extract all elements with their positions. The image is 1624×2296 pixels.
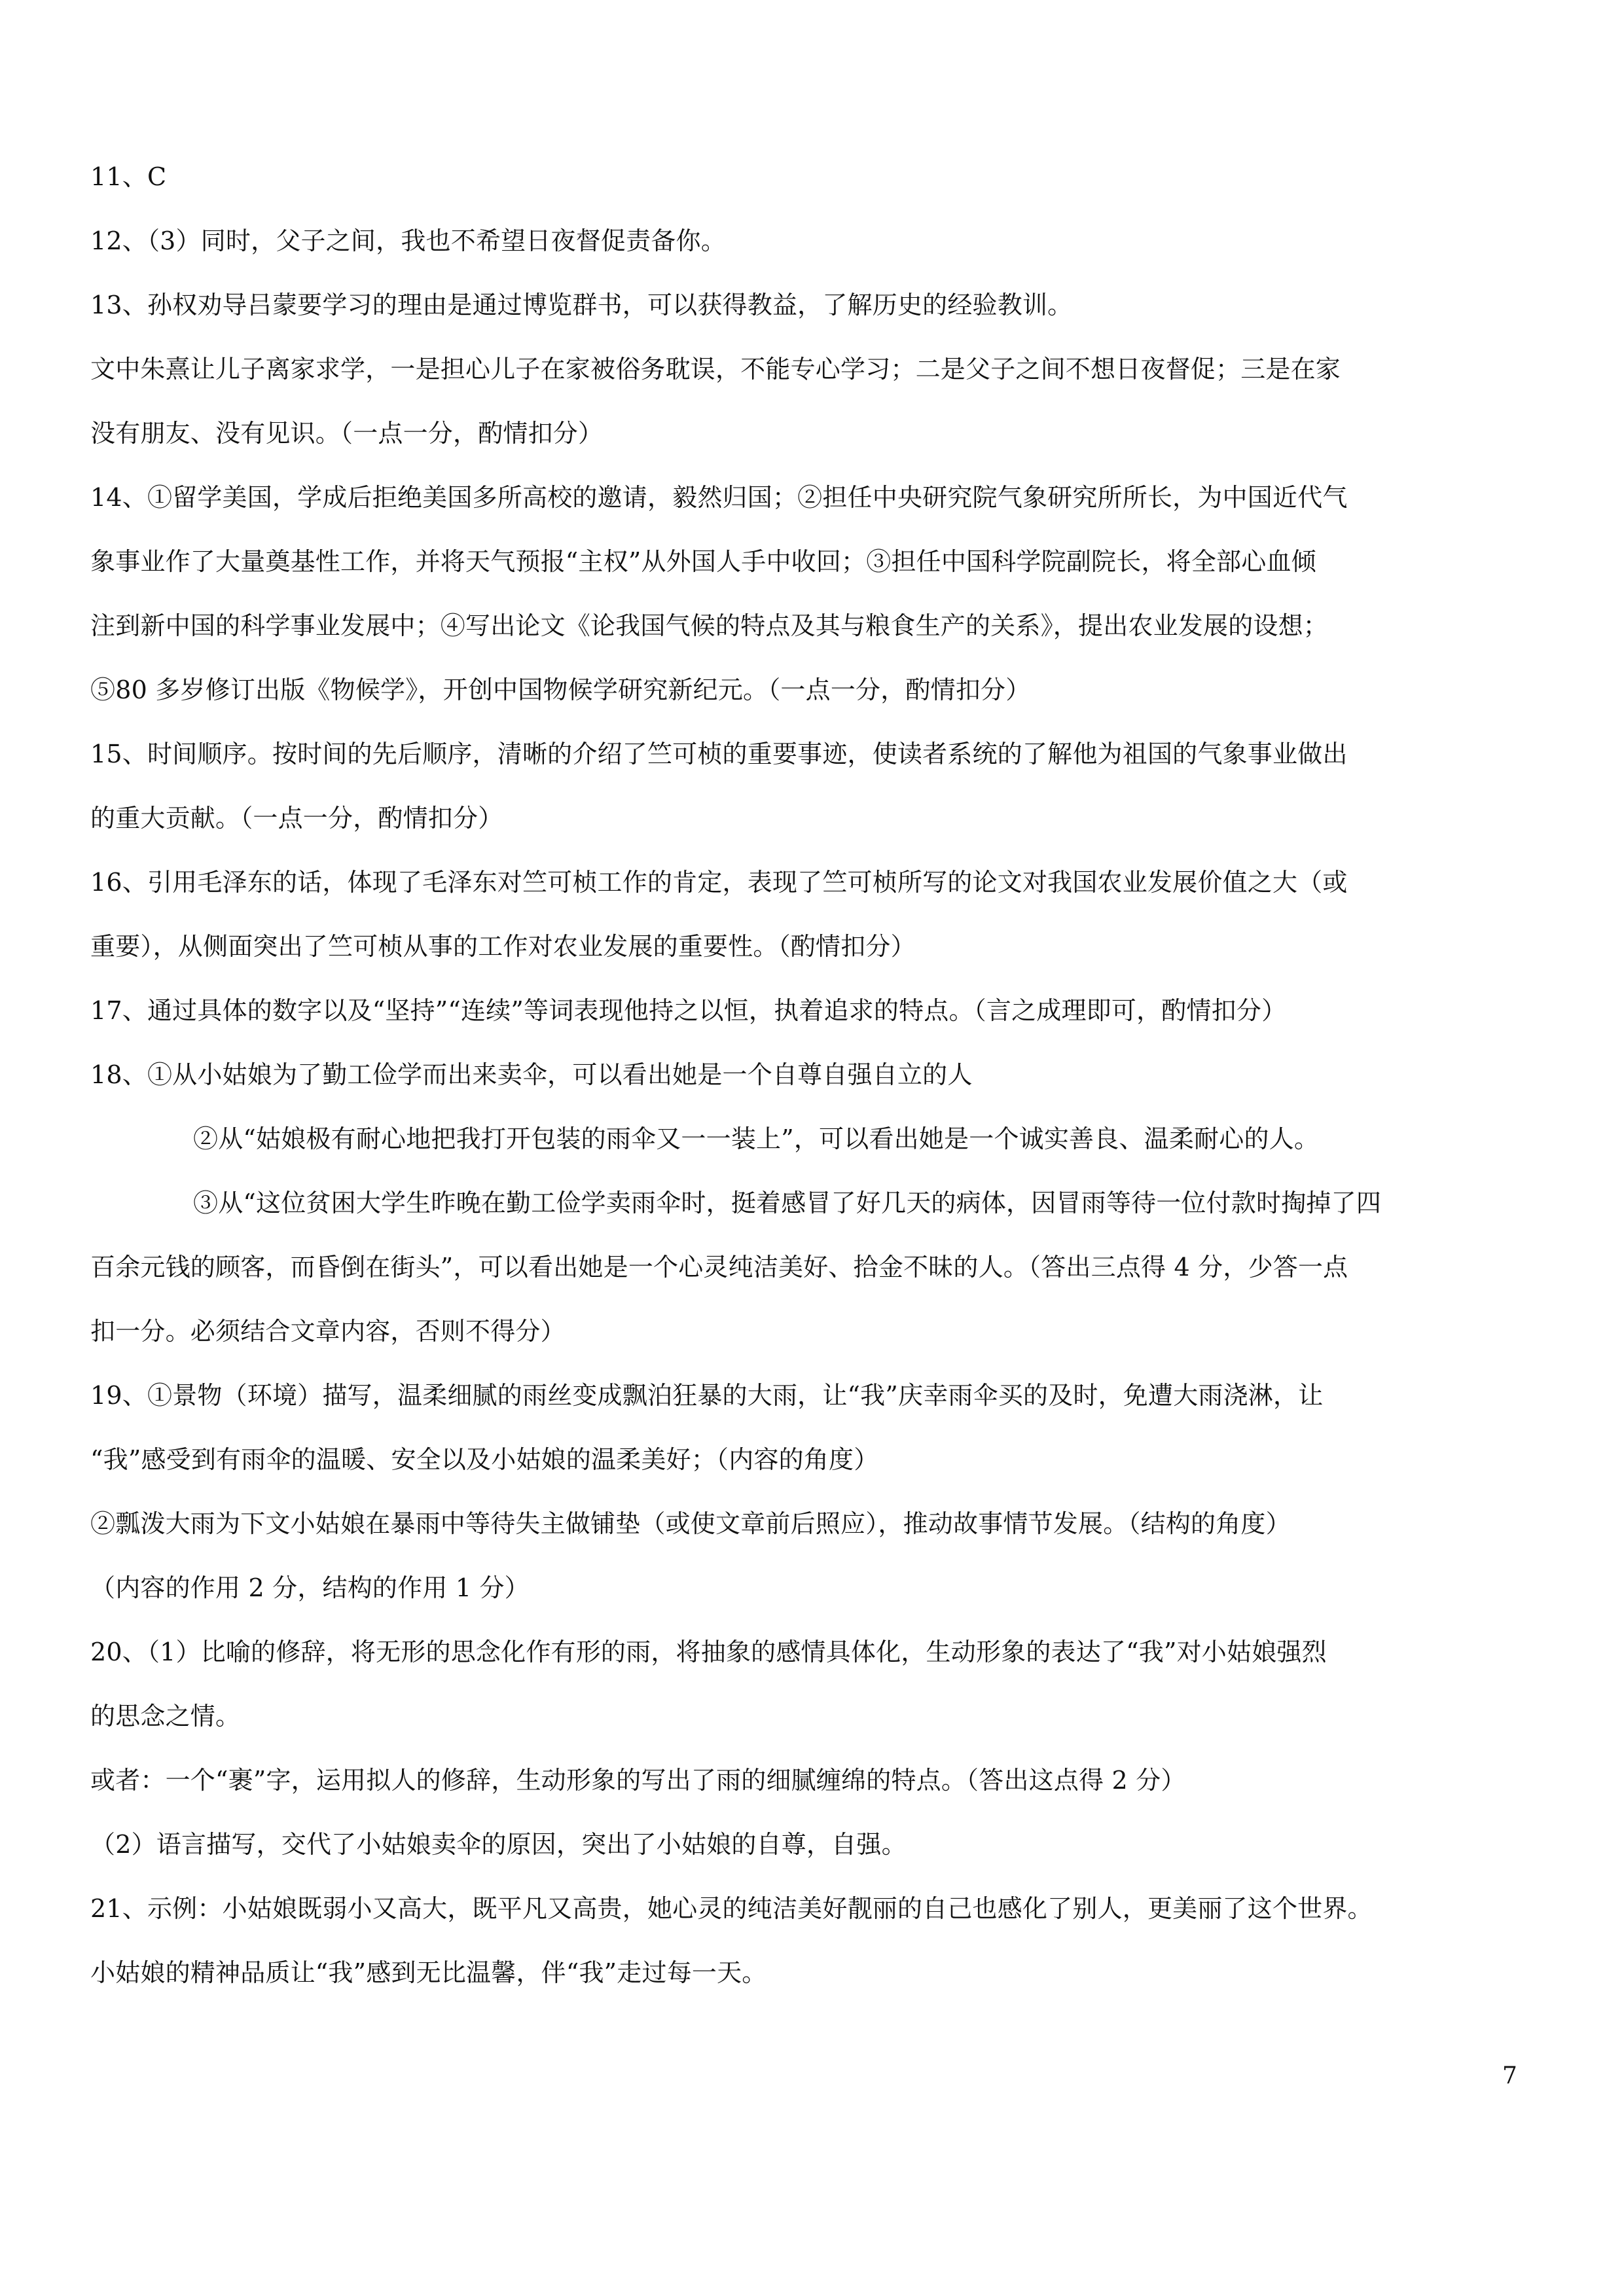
answer-11-line-1: 11、C <box>90 162 167 191</box>
answer-17-line-1: 17、通过具体的数字以及“坚持”“连续”等词表现他持之以恒，执着追求的特点。（言之成理即可，酌情扣分） <box>90 996 1287 1025</box>
answer-16-line-1: 16、引用毛泽东的话，体现了毛泽东对竺可桢工作的肯定，表现了竺可桢所写的论文对我国农业发展价值之大（或 <box>90 868 1348 897</box>
answer-15-line-1: 15、时间顺序。按时间的先后顺序，清晰的介绍了竺可桢的重要事迹，使读者系统的了解他为祖国的气象事业做出 <box>90 740 1348 768</box>
answer-15-line-2: 的重大贡献。（一点一分，酌情扣分） <box>90 804 503 833</box>
answer-18-cont-line-2: 扣一分。必须结合文章内容，否则不得分） <box>90 1317 566 1346</box>
answer-18-point-2: ②从“姑娘极有耐心地把我打开包装的雨伞又一一装上”，可以看出她是一个诚实善良、温柔耐心的人。 <box>193 1124 1320 1153</box>
answer-20-line-4: （2）语言描写，交代了小姑娘卖伞的原因，突出了小姑娘的自尊，自强。 <box>90 1830 907 1859</box>
answer-21-line-1: 21、示例：小姑娘既弱小又高大，既平凡又高贵，她心灵的纯洁美好靓丽的自己也感化了别人，更美丽了这个世界。 <box>90 1894 1373 1923</box>
answer-14-line-4: ⑤80 多岁修订出版《物候学》，开创中国物候学研究新纪元。（一点一分，酌情扣分） <box>90 675 1031 704</box>
answer-14-line-3: 注到新中国的科学事业发展中；④写出论文《论我国气候的特点及其与粮食生产的关系》，提出农业发展的设想； <box>90 611 1329 640</box>
page-number: 7 <box>1502 2062 1517 2089</box>
answer-19-line-4: （内容的作用 2 分，结构的作用 1 分） <box>90 1573 530 1602</box>
answer-21-line-2: 小姑娘的精神品质让“我”感到无比温馨，伴“我”走过每一天。 <box>90 1958 767 1987</box>
answer-19-line-3: ②瓢泼大雨为下文小姑娘在暴雨中等待失主做铺垫（或使文章前后照应），推动故事情节发展。（结构的角度） <box>90 1509 1291 1538</box>
answer-13-line-1: 13、孙权劝导吕蒙要学习的理由是通过博览群书，可以获得教益，了解历史的经验教训。 <box>90 291 1073 319</box>
answer-14-line-1: 14、①留学美国，学成后拒绝美国多所高校的邀请，毅然归国；②担任中央研究院气象研究所所长，为中国近代气 <box>90 483 1348 512</box>
answer-18-line-1: 18、①从小姑娘为了勤工俭学而出来卖伞，可以看出她是一个自尊自强自立的人 <box>90 1060 973 1089</box>
answer-13b-line-2: 没有朋友、没有见识。（一点一分，酌情扣分） <box>90 419 604 448</box>
answer-20-line-1: 20、（1）比喻的修辞，将无形的思念化作有形的雨，将抽象的感情具体化，生动形象的表达了“我”对小姑娘强烈 <box>90 1638 1327 1666</box>
answer-18-point-3: ③从“这位贫困大学生昨晚在勤工俭学卖雨伞时，挺着感冒了好几天的病体，因冒雨等待一位付款时掏掉了四 <box>193 1189 1382 1217</box>
answer-key-body <box>90 145 1524 2005</box>
answer-19-line-1: 19、①景物（环境）描写，温柔细腻的雨丝变成飘泊狂暴的大雨，让“我”庆幸雨伞买的及时，免遭大雨浇淋，让 <box>90 1381 1324 1410</box>
answer-18-cont-line-1: 百余元钱的顾客，而昏倒在街头”，可以看出她是一个心灵纯洁美好、拾金不昧的人。（答出三点得 4 分，少答一点 <box>90 1253 1348 1282</box>
answer-13b-line-1: 文中朱熹让儿子离家求学，一是担心儿子在家被俗务耽误，不能专心学习；二是父子之间不想日夜督促；三是在家 <box>90 355 1341 384</box>
answer-19-line-2: “我”感受到有雨伞的温暖、安全以及小姑娘的温柔美好；（内容的角度） <box>90 1445 879 1474</box>
answer-14-line-2: 象事业作了大量奠基性工作，并将天气预报“主权”从外国人手中收回；③担任中国科学院副院长，将全部心血倾 <box>90 547 1316 576</box>
answer-20-line-3: 或者：一个“裹”字，运用拟人的修辞，生动形象的写出了雨的细腻缠绵的特点。（答出这点得 2 分） <box>90 1766 1186 1795</box>
answer-12-line-1: 12、（3）同时，父子之间，我也不希望日夜督促责备你。 <box>90 226 726 255</box>
answer-16-line-2: 重要），从侧面突出了竺可桢从事的工作对农业发展的重要性。（酌情扣分） <box>90 932 916 961</box>
answer-20-line-2: 的思念之情。 <box>90 1702 241 1731</box>
